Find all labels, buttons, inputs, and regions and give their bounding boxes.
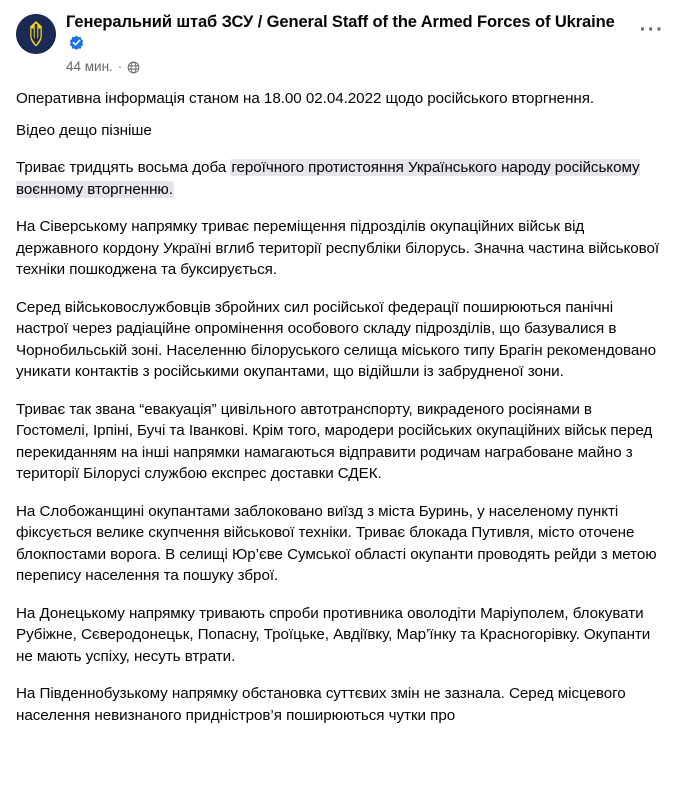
post-paragraph: На Південнобузькому напрямку обстановка суттєвих змін не зазнала. Серед місцевого населення невизнаного придністров’я поширюються чутки про <box>16 685 626 724</box>
post-timestamp[interactable]: 44 мин. <box>66 59 113 74</box>
post-paragraph: На Сіверському напрямку триває переміщення підрозділів окупаційних військ від державного кордону Україні вглиб території республіки білорусь. Значна частина військової техніки пошкоджена та буксирується. <box>16 218 660 278</box>
post-header <box>16 12 668 80</box>
post-meta <box>66 58 628 76</box>
post-text <box>16 88 668 726</box>
post-more-options-button[interactable]: ··· <box>639 19 665 41</box>
post-paragraph: Відео дещо пізніше <box>16 121 152 139</box>
post-paragraph: Оперативна інформація станом на 18.00 02.04.2022 щодо російського вторгнення. <box>16 90 595 107</box>
page-name-label: Генеральний штаб ЗСУ / General Staff of the Armed Forces of Ukraine <box>66 13 615 31</box>
paragraph-text-plain: Триває тридцять восьма доба <box>16 159 231 176</box>
post-header-text <box>66 12 668 76</box>
post-paragraph-highlighted <box>16 157 668 200</box>
meta-separator: · <box>117 59 123 74</box>
post-paragraph: На Слобожанщині окупантами заблоковано виїзд з міста Буринь, у населеному пункті фіксується велике скупчення військової техніки. Триває блокада Путивля, місто оточене блокпостами ворога. В селищі Юр’єве Сумської області окупанти проводять рейди з метою перепису населення та пошуку зброї. <box>16 502 657 584</box>
post-paragraph: Триває так звана “евакуація” цивільного автотранспорту, викраденого росіянами в Гостомелі, Ірпіні, Бучі та Іванкові. Крім того, мародери російських окупаційних військ перед перекиданням на інші напрямки намагаються відправити родичам награбоване майно з території Білорусі службою експрес доставки СДЕК. <box>16 400 653 482</box>
post-paragraph: Серед військовослужбовців збройних сил російської федерації поширюються панічні настрої через радіаційне опромінення особового складу підрозділів, що базувалися в Чорнобильській зоні. Населенню білоруського селища міського типу Брагін рекомендовано уникати контактів з російськими окупантами, що відійшли із забрудненої зони. <box>16 298 657 380</box>
avatar[interactable] <box>16 14 56 54</box>
globe-icon[interactable] <box>127 61 140 74</box>
verified-badge-icon <box>69 35 84 56</box>
post-paragraph: На Донецькому напрямку тривають спроби противника оволодіти Маріуполем, блокувати Рубіжне, Сєверодонецьк, Попасну, Троїцьке, Авдіївку, Мар’їнку та Красногорівку. Окупанти не мають успіху, несуть втрати. <box>16 604 651 665</box>
paragraph-text-highlight: героїчного протистояння Українського народу російському воєнному вторгненню. <box>16 159 640 198</box>
page-name[interactable] <box>66 12 628 56</box>
